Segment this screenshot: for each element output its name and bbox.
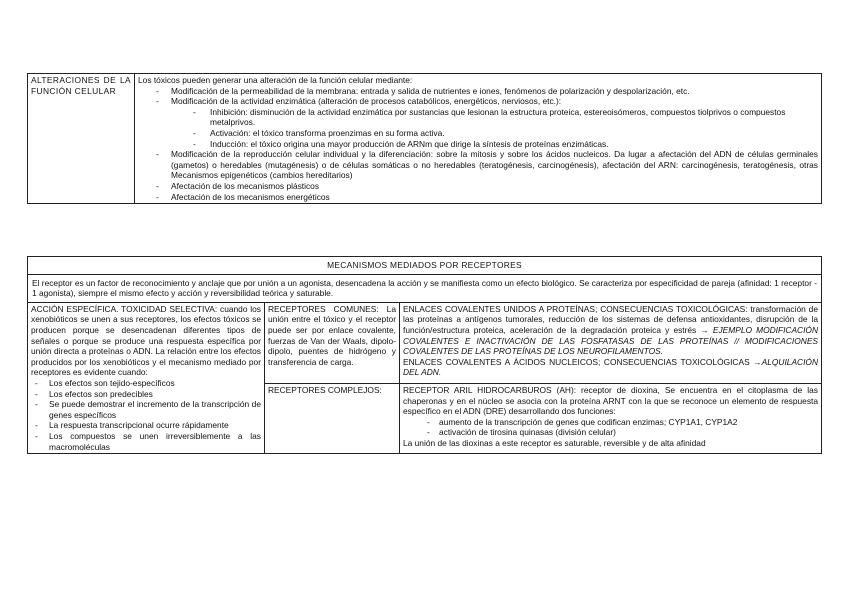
nucleic-acid-bonds-paragraph (403, 357, 818, 378)
sublist-item: - Activación: el tóxico transforma proenzimas en su forma activa. (138, 128, 818, 139)
ah-receptor-footer: La unión de las dioxinas a este receptor es saturable, reversible y de alta afinidad (403, 437, 706, 448)
list-item-text: Modificación de la actividad enzimática (alteración de procesos catabólicos, energéticos, nerviosos, etc.): (171, 96, 562, 107)
sublist-item: - Inhibición: disminución de la actividad enzimática por sustancias que lesionan la estructura proteica, estereoisómeros, compuestos tiolprivos o compuestos metalprivos. (138, 107, 818, 128)
complex-receptors-cell: RECEPTORES COMPLEJOS: (265, 384, 400, 454)
section-content (135, 74, 822, 204)
list-item: - Afectación de los mecanismos plásticos (138, 181, 818, 192)
receptor-definition: El receptor es un factor de reconocimiento y anclaje que por unión a un agonista, desencadena la acción y se manifiesta como un efecto biológico. Se caracteriza por especificidad de pareja (afinidad: 1 receptor - 1 agonista), siempre el mismo efecto y acción y reversibilidad teórica y saturable. (28, 274, 822, 302)
selective-toxicity-cell (28, 302, 265, 453)
list-item: - Modificación de la permeabilidad de la membrana: entrada y salida de nutrientes e iones, fenómenos de polarización y despolarización, etc. (138, 86, 818, 97)
list-item: - Los efectos son tejido-específicos (31, 378, 261, 389)
nucleic-acid-bonds-example: →ALQUILACIÓN DEL ADN. (403, 356, 818, 378)
criteria-list (31, 378, 261, 452)
cell-function-alterations-table (27, 73, 822, 204)
protein-bonds-example: → EJEMPLO MODIFICACIÓN COVALENTES E INACTIVACIÓN DE LAS FOSFATASAS DE LAS PROTEÍNAS // MODIFICACIONES COVALENTES DE LAS PROTEÍNAS DE LOS NEUROFILAMENTOS. (403, 324, 818, 357)
list-item: - La respuesta transcripcional ocurre rápidamente (31, 420, 261, 431)
common-receptors-cell: RECEPTORES COMUNES: La unión entre el tóxico y el receptor puede ser por enlace covalente, fuerzas de Van der Waals, dipolo-dipolo, puentes de hidrógeno y transferencia de carga. (265, 302, 400, 383)
list-item: - Los efectos son predecibles (31, 389, 261, 400)
ah-receptor-cell (400, 384, 822, 454)
protein-bonds-paragraph (403, 304, 818, 357)
list-item: - Se puede demostrar el incremento de la transcripción de genes específicos (31, 399, 261, 420)
list-item: - Afectación de los mecanismos energéticos (138, 192, 818, 203)
table-header: MECANISMOS MEDIADOS POR RECEPTORES (28, 257, 822, 275)
nucleic-acid-bonds-text: ENLACES COVALENTES A ÁCIDOS NUCLEICOS; CONSECUENCIAS TOXICOLÓGICAS (403, 356, 750, 367)
intro-text: Los tóxicos pueden generar una alteración de la función celular mediante: (138, 75, 413, 85)
list-item: - Los compuestos se unen irreversiblemente a las macromoléculas (31, 431, 261, 452)
receptor-mechanisms-table (27, 256, 822, 454)
ah-functions-list (403, 417, 818, 438)
list-item: - Modificación de la reproducción celular individual y la diferenciación: sobre la mitosis y sobre los ácidos nucleicos. Da lugar a afectación del ADN de células germinales (gametos) o heredables (mutagénesis) o de células somáticas o no heredables (teratogénesis, carcinogénesis), afectación del ARN: carcinogénesis, teratogénesis, otras Mecanismos epigenéticos (cambios hereditarios) (138, 149, 818, 181)
selective-toxicity-text: ACCIÓN ESPECÍFICA. TOXICIDAD SELECTIVA: cuando los xenobióticos se unen a sus receptores, los efectos tóxicos se producen porque se desencadenan diferentes tipos de señales o porque se produce una respuesta específica por unión directa a proteínas o ADN. La relación entre los efectos producidos por los xenobióticos y el mecanismo mediado por receptores es evidente cuando: (31, 303, 261, 378)
list-item: - activación de tirosina quinasas (división celular) (403, 427, 818, 438)
enzyme-sublist (138, 107, 818, 149)
list-item (138, 96, 818, 107)
covalent-bonds-cell (400, 302, 822, 383)
protein-bonds-text: ENLACES COVALENTES UNIDOS A PROTEÍNAS; CONSECUENCIAS TOXICOLÓGICAS: transformación de las proteínas a antígenos tumorales, reducción de los sistemas de defensa antioxidantes, disrupción de la función/estructura proteica, aceleración de la degradación proteica y estrés (403, 303, 818, 335)
sublist-item: - Inducción: el tóxico origina una mayor producción de ARNm que dirige la síntesis de proteínas enzimáticas. (138, 139, 818, 150)
section-label: ALTERACIONES DE LA FUNCIÓN CELULAR (28, 74, 135, 204)
list-item: - aumento de la transcripción de genes que codifican enzimas; CYP1A1, CYP1A2 (403, 417, 818, 428)
mechanism-list-continued (138, 149, 818, 202)
mechanism-list (138, 86, 818, 107)
ah-receptor-text: RECEPTOR ARIL HIDROCARBUROS (AH): receptor de dioxina, Se encuentra en el citoplasma de las chaperonas y en el núcleo se asocia con la proteína ARNT con la que se reconoce un elemento de respuesta específico en el ADN (DRE) desarrollando dos funciones: (403, 385, 818, 417)
